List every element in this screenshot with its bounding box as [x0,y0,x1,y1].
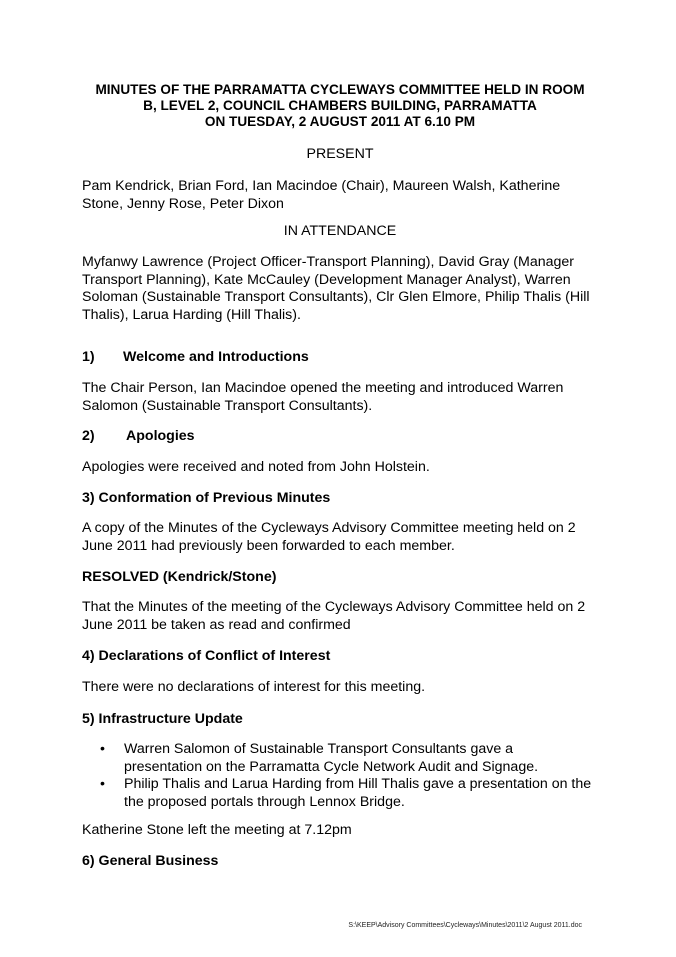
section-2-heading [82,428,594,446]
section-5-heading: 5) Infrastructure Update [82,711,243,727]
list-item [100,741,594,776]
present-list: Pam Kendrick, Brian Ford, Ian Macindoe (Chair), Maureen Walsh, Katherine Stone, Jenny Rose, Peter Dixon [82,178,561,212]
list-item [100,776,594,811]
attendance-heading: IN ATTENDANCE [283,223,397,239]
section-5-bullet-list [100,741,594,811]
attendance-list: Myfanwy Lawrence (Project Officer-Transport Planning), David Gray (Manager Transport Planning), Kate McCauley (Development Manager Analyst), Warren Soloman (Sustainable Transport Consultants), Clr Glen Elmore, Philip Thalis (Hill Thalis), Larua Harding (Hill Thalis). [82,254,590,323]
section-1-text: The Chair Person, Ian Macindoe opened the meeting and introduced Warren Salomon (Sustainable Transport Consultants). [82,380,564,414]
footer-file-path: S:\KEEP\Advisory Committees\Cycleways\Minutes\2011\2 August 2011.doc [348,922,582,929]
section-2-title: Apologies [126,428,195,444]
resolved-heading: RESOLVED (Kendrick/Stone) [82,569,277,585]
title-line-3: ON TUESDAY, 2 AUGUST 2011 AT 6.10 PM [204,114,476,129]
present-heading: PRESENT [306,146,374,162]
title-line-2: B, LEVEL 2, COUNCIL CHAMBERS BUILDING, PARRAMATTA [143,98,537,113]
section-1-title: Welcome and Introductions [123,349,309,365]
bullet-icon: • [100,741,105,757]
section-2-text: Apologies were received and noted from John Holstein. [82,459,430,475]
section-1-number: 1) [82,349,95,365]
resolved-text: That the Minutes of the meeting of the Cycleways Advisory Committee held on 2 June 2011 be taken as read and confirmed [82,599,586,633]
document-title [82,82,598,130]
section-4-heading: 4) Declarations of Conflict of Interest [82,648,331,664]
title-line-1: MINUTES OF THE PARRAMATTA CYCLEWAYS COMMITTEE HELD IN ROOM [95,82,585,97]
section-4-text: There were no declarations of interest for this meeting. [82,679,426,695]
section-3-heading: 3) Conformation of Previous Minutes [82,490,331,506]
bullet-icon: • [100,776,105,792]
section-2-number: 2) [82,428,95,444]
section-6-heading: 6) General Business [82,853,219,869]
section-5-note: Katherine Stone left the meeting at 7.12pm [82,822,352,838]
section-1-heading [82,349,594,367]
section-3-text: A copy of the Minutes of the Cycleways Advisory Committee meeting held on 2 June 2011 had previously been forwarded to each member. [82,520,576,554]
bullet-text: Philip Thalis and Larua Harding from Hill Thalis gave a presentation on the the proposed portals through Lennox Bridge. [124,776,592,810]
bullet-text: Warren Salomon of Sustainable Transport Consultants gave a presentation on the Parramatta Cycle Network Audit and Signage. [124,741,539,775]
